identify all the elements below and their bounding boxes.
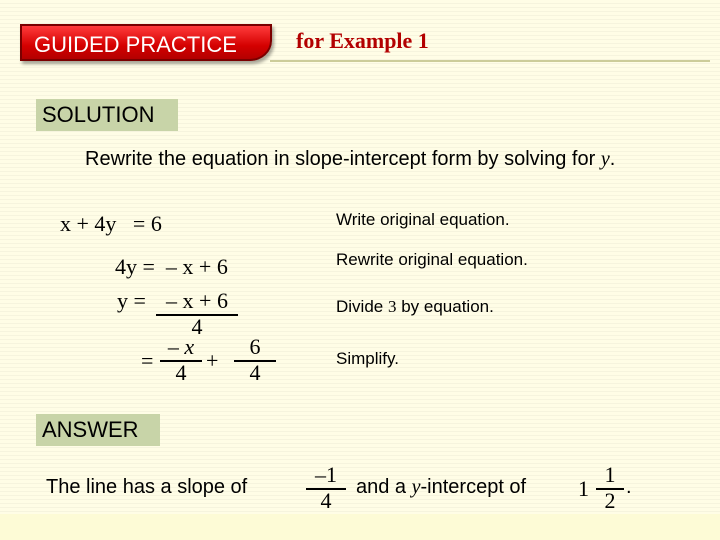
step-4-term1-denominator: 4 <box>175 360 187 385</box>
answer-period: . <box>626 476 632 498</box>
step-4-term2-numerator: 6 <box>249 334 261 359</box>
solution-label: SOLUTION <box>36 99 178 131</box>
instruction-variable: y <box>600 148 610 170</box>
step-4-note: Simplify. <box>336 349 399 368</box>
step-2-note: Rewrite original equation. <box>336 250 528 269</box>
step-4-plus: + <box>206 348 219 373</box>
step-3-denominator: 4 <box>191 314 203 339</box>
step-3-note <box>336 297 494 317</box>
step-3-lhs: y = <box>117 288 146 313</box>
answer-intercept-numerator: 1 <box>604 462 616 487</box>
step-4-term2-denominator: 4 <box>249 360 261 385</box>
answer-text-intercept <box>356 476 526 499</box>
answer-text-intercept-of: -intercept of <box>420 476 527 498</box>
answer-text-slope: The line has a slope of <box>46 476 248 498</box>
step-3-note-number: 3 <box>387 297 397 316</box>
answer-variable: y <box>411 476 421 498</box>
step-2-equation: 4y = – x + 6 <box>115 254 228 279</box>
answer-slope-denominator: 4 <box>320 488 332 513</box>
step-1-equation: x + 4y = 6 <box>60 211 162 236</box>
step-1-note: Write original equation. <box>336 210 510 229</box>
step-4-term1-numerator: – x <box>167 334 195 359</box>
answer-slope-numerator: –1 <box>315 462 337 487</box>
instruction-prefix: Rewrite the equation in slope-intercept form by solving for <box>85 148 601 170</box>
instruction-text <box>85 146 645 173</box>
step-3-note-post: by equation. <box>396 297 494 316</box>
answer-intercept-whole: 1 <box>578 476 589 501</box>
header-divider <box>270 60 710 62</box>
instruction-suffix: . <box>609 148 616 170</box>
step-3-numerator: – x + 6 <box>166 288 228 313</box>
answer-intercept-denominator: 2 <box>604 488 616 513</box>
answer-text-and: and a <box>356 476 412 498</box>
guided-practice-banner: GUIDED PRACTICE <box>20 24 272 61</box>
step-4-equals: = <box>141 348 154 373</box>
footer-band <box>0 514 720 540</box>
example-reference: for Example 1 <box>296 28 429 53</box>
step-3-note-pre: Divide <box>336 297 388 316</box>
answer-label: ANSWER <box>36 414 160 446</box>
